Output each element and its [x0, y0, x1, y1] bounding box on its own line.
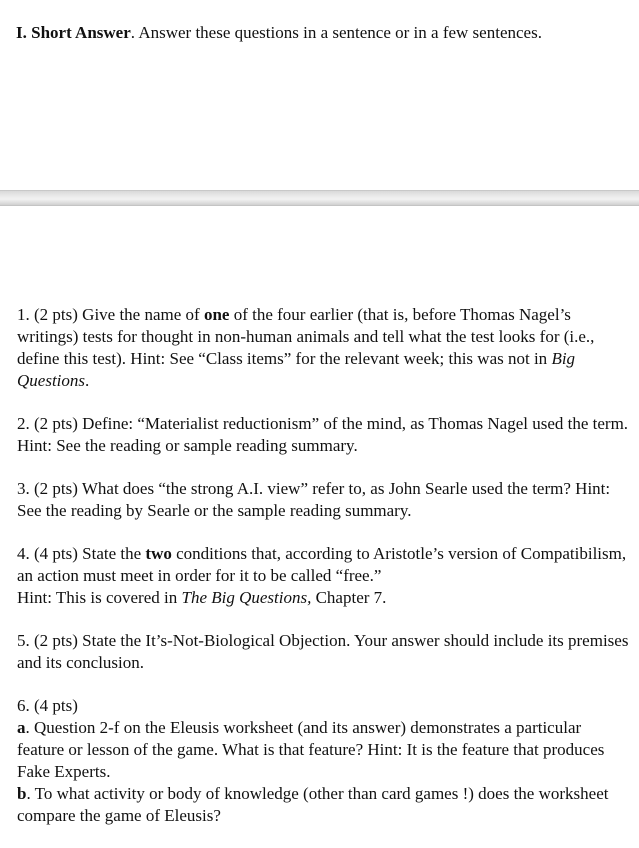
question-6-part-a-label: a	[17, 718, 26, 737]
page-break	[0, 190, 639, 206]
question-6-part-a-text: . Question 2-f on the Eleusis worksheet (and its answer) demonstrates a particular feature or lesson of the game. What is that feature? Hint: It is the feature that produces Fake Experts.	[17, 718, 605, 781]
question-1-part-c: of the four earlier (that is, before Thomas Nagel’s writings) tests for thought in non-human animals and tell what the test looks for (i.e., define this test). Hint: See “Class items” for the relevant week; this was not in	[17, 305, 595, 368]
question-2	[17, 413, 629, 457]
question-5	[17, 630, 629, 674]
question-1-part-a: 1. (2 pts) Give the name of	[17, 305, 204, 324]
question-4-hint-text: Hint: This is covered in	[17, 588, 182, 607]
question-4-text	[17, 543, 629, 587]
question-6-part-b-label: b	[17, 784, 27, 803]
question-4	[17, 543, 629, 609]
question-1-text	[17, 304, 629, 392]
question-6-part-a	[17, 717, 629, 783]
question-4-part-a: 4. (4 pts) State the	[17, 544, 146, 563]
question-6-title: 6. (4 pts)	[17, 696, 78, 715]
question-6-part-b	[17, 783, 629, 827]
question-1-emphasis: one	[203, 305, 230, 324]
question-3	[17, 478, 629, 522]
question-6-part-b-text: . To what activity or body of knowledge (other than card games !) does the worksheet compare the game of Eleusis?	[17, 784, 609, 825]
question-4-emphasis: two	[145, 544, 172, 563]
question-6	[17, 695, 629, 827]
question-list	[17, 304, 629, 848]
question-4-part-c: conditions that, according to Aristotle’s version of Compatibilism, an action must meet in order for it to be called “free.”	[17, 544, 627, 585]
section-heading-bold: I. Short Answer	[16, 23, 131, 42]
question-4-hint	[17, 587, 629, 609]
question-4-chapter: Chapter 7.	[311, 588, 387, 607]
section-heading-text: . Answer these questions in a sentence or in a few sentences.	[130, 23, 542, 42]
question-5-text: 5. (2 pts) State the It’s-Not-Biological Objection. Your answer should include its premises and its conclusion.	[17, 631, 629, 672]
question-1	[17, 304, 629, 392]
section-heading	[16, 22, 542, 44]
question-1-part-e: .	[85, 371, 90, 390]
question-3-text: 3. (2 pts) What does “the strong A.I. view” refer to, as John Searle used the term? Hint: See the reading by Searle or the sample reading summary.	[17, 479, 611, 520]
question-4-book-title: The Big Questions,	[181, 588, 312, 607]
question-2-text: 2. (2 pts) Define: “Materialist reductionism” of the mind, as Thomas Nagel used the term. Hint: See the reading or sample reading summary.	[17, 414, 629, 455]
page-top	[0, 0, 639, 190]
question-1-book-title: Big Questions	[17, 349, 576, 390]
